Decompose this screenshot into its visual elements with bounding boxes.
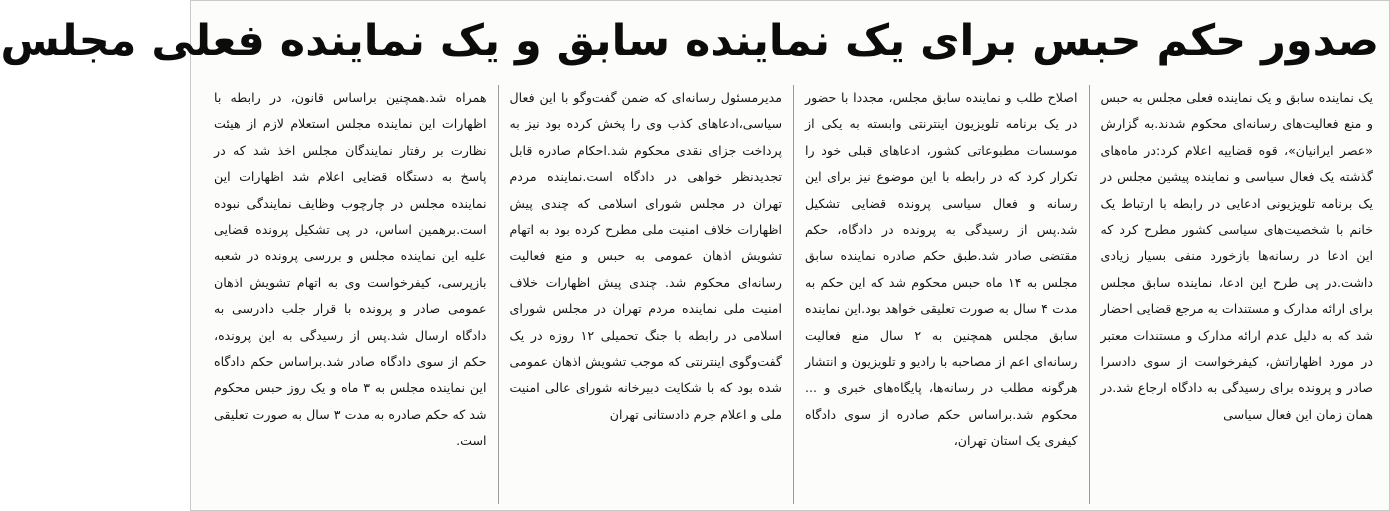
article-column-4: همراه شد.همچنین براساس قانون، در رابطه با اظهارات این نماینده مجلس استعلام لازم از هیئت نظارت بر رفتار نمایندگان مجلس اخذ شد که در پاسخ به دستگاه قضایی اعلام شد اظهارات این نماینده مجلس در چارچوب وظایف نمایندگی نبوده است.برهمین اساس، در پی تشکیل پرونده قضایی علیه این نماینده مجلس و بررسی پرونده در شعبه بازپرسی، کیفرخواست وی به اتهام تشویش اذهان عمومی صادر و پرونده با قرار جلب دادرسی به دادگاه ارسال شد.پس از رسیدگی به این پرونده، حکم از سوی دادگاه صادر شد.براساس حکم دادگاه این نماینده مجلس به ۳ ماه و یک روز حبس محکوم شد که حکم صادره به مدت ۳ سال به صورت تعلیقی است. — [214, 90, 487, 449]
article-column-3: مدیرمسئول رسانه‌ای که ضمن گفت‌وگو با این فعال سیاسی،ادعاهای کذب وی را پخش کرده بود نیز به پرداخت جزای نقدی محکوم شد.احکام صادره قابل تجدیدنظر خواهی در دادگاه است.نماینده مردم تهران در مجلس شورای اسلامی که چندی پیش اظهارات خلاف امنیت ملی مطرح کرده بود به اتهام تشویش اذهان عمومی به حبس و منع فعالیت رسانه‌ای محکوم شد. چندی پیش اظهارات خلاف امنیت ملی نماینده مردم تهران در مجلس شورای اسلامی در رابطه با جنگ تحمیلی ۱۲ روزه در یک گفت‌وگوی اینترنتی که موجب تشویش اذهان عمومی شده بود که با شکایت دبیرخانه شورای عالی امنیت ملی و اعلام جرم دادستانی تهران — [498, 85, 794, 504]
headline: صدور حکم حبس برای یک نماینده سابق و یک نماینده فعلی مجلس — [0, 16, 1379, 66]
article-columns — [203, 85, 1377, 504]
article-column-2: اصلاح طلب و نماینده سابق مجلس، مجددا با حضور در یک برنامه تلویزیون اینترنتی وابسته به یکی از موسسات مطبوعاتی کشور، ادعاهای قبلی خود را تکرار کرد که در رابطه با این موضوع نیز برای این رسانه و فعال سیاسی پرونده قضایی تشکیل شد.پس از رسیدگی به پرونده در دادگاه، حکم مقتضی صادر شد.طبق حکم صادره نماینده سابق مجلس به ۱۴ ماه حبس محکوم شد که این حکم به مدت ۴ سال به صورت تعلیقی خواهد بود.این نماینده سابق مجلس همچنین به ۲ سال منع فعالیت رسانه‌ای اعم از مصاحبه با رادیو و تلویزیون و انتشار هرگونه مطلب در رسانه‌ها، پایگاه‌های خبری و ... محکوم شد.براساس حکم صادره از سوی دادگاه کیفری یک استان تهران، — [793, 85, 1089, 504]
article-column-1: یک نماینده سابق و یک نماینده فعلی مجلس به حبس و منع فعالیت‌های رسانه‌ای محکوم شدند.به گزارش «عصر ایرانیان»، قوه قضاییه اعلام کرد:در ماه‌های گذشته یک فعال سیاسی و نماینده پیشین مجلس در یک برنامه تلویزیونی ادعایی در رابطه با ارتباط یک خانم با شخصیت‌های سیاسی کشور مطرح کرد که این ادعا در رسانه‌ها بازخورد منفی بسیار زیادی داشت.در پی طرح این ادعا، نماینده سابق مجلس برای ارائه مدارک و مستندات به مرجع قضایی احضار شد که به دلیل عدم ارائه مدارک و مستندات معتبر در مورد اظهاراتش، کیفرخواست از سوی دادسرا صادر و پرونده برای رسیدگی به دادگاه ارجاع شد.در همان زمان این فعال سیاسی — [1089, 85, 1378, 504]
